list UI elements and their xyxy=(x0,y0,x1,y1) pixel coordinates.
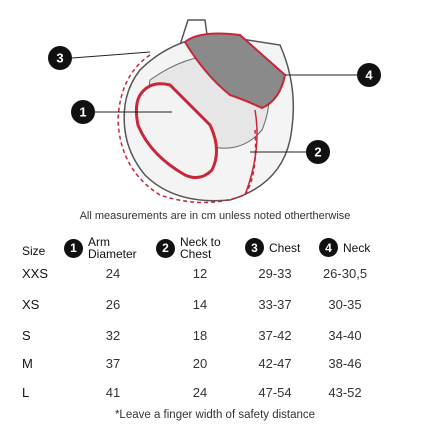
header-badge-4: 4 xyxy=(319,238,338,257)
header-label-neck-chest xyxy=(180,236,221,260)
cell-chest: 33-37 xyxy=(258,297,292,312)
cell-arm: 24 xyxy=(105,266,121,281)
cell-neck-chest: 24 xyxy=(192,385,208,400)
header-neck-chest-line2: Chest xyxy=(180,247,212,261)
cell-neck: 26-30,5 xyxy=(322,266,368,281)
header-badge-2: 2 xyxy=(156,239,175,258)
cell-chest: 37-42 xyxy=(258,328,292,343)
harness-diagram xyxy=(0,0,430,205)
row-size: M xyxy=(22,356,33,371)
header-arm-line2: Diameter xyxy=(88,247,137,261)
cell-chest: 47-54 xyxy=(258,385,292,400)
measurement-note: All measurements are in cm unless noted othertherwise xyxy=(79,210,351,222)
marker-1-label: 1 xyxy=(79,104,87,120)
marker-3-label: 3 xyxy=(56,50,64,66)
cell-neck-chest: 12 xyxy=(192,266,208,281)
cell-neck-chest: 20 xyxy=(192,356,208,371)
header-badge-1: 1 xyxy=(64,239,83,258)
header-neck-to-chest xyxy=(156,236,221,260)
row-size: S xyxy=(22,328,31,343)
leader-3 xyxy=(72,52,150,58)
marker-1 xyxy=(71,100,95,124)
header-chest-label: Chest xyxy=(269,240,301,255)
header-chest xyxy=(245,238,300,257)
cell-chest: 29-33 xyxy=(258,266,292,281)
cell-arm: 26 xyxy=(105,297,121,312)
row-size: L xyxy=(22,385,30,400)
cell-arm: 32 xyxy=(105,328,121,343)
cell-neck: 34-40 xyxy=(328,328,362,343)
cell-arm: 37 xyxy=(105,356,121,371)
header-neck xyxy=(319,238,370,257)
header-neck-chest-line1: Neck to xyxy=(180,235,221,249)
marker-2-label: 2 xyxy=(314,144,322,160)
cell-neck-chest: 14 xyxy=(192,297,208,312)
cell-neck: 30-35 xyxy=(328,297,362,312)
safety-note: *Leave a finger width of safety distance xyxy=(114,409,316,421)
size-header: Size xyxy=(22,244,46,258)
cell-neck: 38-46 xyxy=(328,356,362,371)
cell-arm: 41 xyxy=(105,385,121,400)
marker-3 xyxy=(48,46,72,70)
header-label-arm xyxy=(88,236,137,260)
header-arm-line1: Arm xyxy=(88,235,110,249)
header-arm-diameter xyxy=(64,236,137,260)
cell-neck: 43-52 xyxy=(328,385,362,400)
marker-4 xyxy=(357,63,381,87)
row-size: XS xyxy=(22,297,40,312)
row-size: XXS xyxy=(22,266,49,281)
cell-neck-chest: 18 xyxy=(192,328,208,343)
header-neck-label: Neck xyxy=(343,240,371,255)
marker-4-label: 4 xyxy=(365,67,373,83)
cell-chest: 42-47 xyxy=(258,356,292,371)
header-badge-3: 3 xyxy=(245,238,264,257)
marker-2 xyxy=(306,140,330,164)
